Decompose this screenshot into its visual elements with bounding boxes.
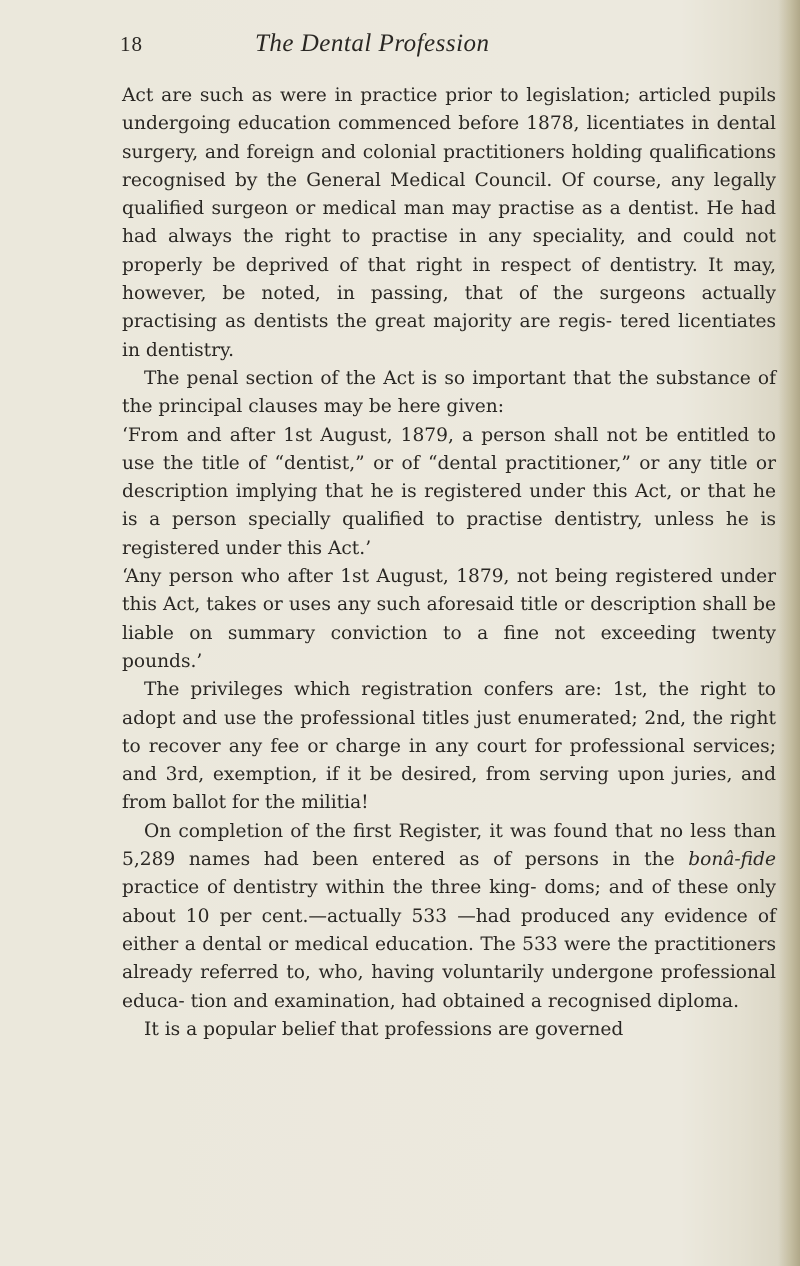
body-text bbox=[122, 82, 776, 1044]
running-title: The Dental Profession bbox=[255, 30, 490, 57]
page-edge-shadow bbox=[778, 0, 800, 1266]
paragraph-continued: Act are such as were in practice prior to legislation; articled pupils undergoing education commenced before 1878, licentiates in dental surgery, and foreign and colonial practitioners holding qualifications recognised by the General Medical Council. Of course, any legally qualified surgeon or medical man may practise as a dentist. He had had always the right to practise in any speciality, and could not properly be deprived of that right in respect of dentistry. It may, however, be noted, in passing, that of the surgeons actually practising as dentists the great majority are regis- tered licentiates in dentistry. bbox=[122, 85, 776, 361]
bona-fide-italic: bonâ-fide bbox=[688, 849, 776, 871]
register-text-after: practice of dentistry within the three king- doms; and of these only about 10 per cent.—actually 533 —had produced any evidence of either a dental or medical education. The 533 were the practitioners already referred to, who, having voluntarily undergone professional educa- tion and examination, had obtained a recognised diploma. bbox=[122, 877, 776, 1012]
page-header bbox=[120, 32, 780, 62]
paragraph-penal-section: The penal section of the Act is so important that the substance of the principal clauses may be here given: bbox=[122, 367, 776, 418]
paragraph-popular-belief: It is a popular belief that professions are governed bbox=[144, 1018, 624, 1040]
register-text-before: On completion of the first Register, it was found that no less than 5,289 names had been entered as of persons in the bbox=[122, 820, 776, 871]
quote-penalty-clause: ‘Any person who after 1st August, 1879, not being registered under this Act, takes or uses any such aforesaid title or description shall be liable on summary conviction to a fine not exceeding twenty pounds.’ bbox=[122, 566, 776, 672]
paragraph-privileges: The privileges which registration confers are: 1st, the right to adopt and use the professional titles just enumerated; 2nd, the right to recover any fee or charge in any court for professional services; and 3rd, exemption, if it be desired, from serving upon juries, and from ballot for the militia! bbox=[122, 679, 776, 814]
paragraph-first-register bbox=[122, 818, 776, 1016]
page-number: 18 bbox=[120, 32, 143, 56]
quote-title-clause: ‘From and after 1st August, 1879, a person shall not be entitled to use the title of “dentist,” or of “dental practitioner,” or any title or description implying that he is registered under this Act, or that he is a person specially qualified to practise dentistry, unless he is registered under this Act.’ bbox=[122, 424, 776, 559]
